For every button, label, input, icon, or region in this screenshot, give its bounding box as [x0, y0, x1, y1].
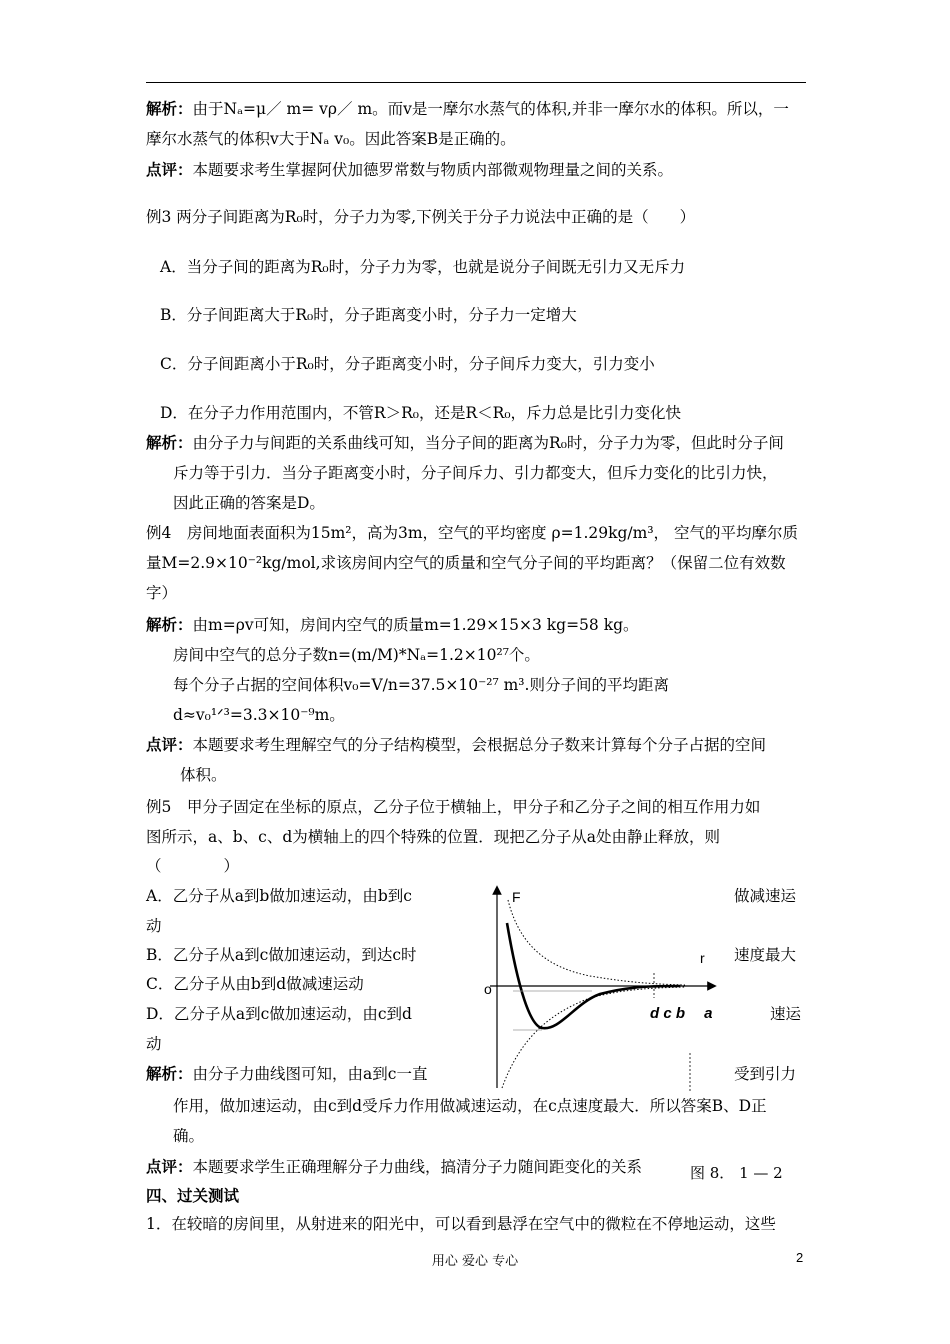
analysis-line: 确。 [173, 1127, 205, 1145]
example4-question: 字） [146, 584, 178, 602]
page-footer: 用心 爱心 专心 [431, 1254, 519, 1269]
example3-question: 例3 两分子间距离为R₀时，分子力为零,下例关于分子力说法中正确的是（ ） [146, 208, 696, 226]
option-c: C．乙分子从由b到d做减速运动 [146, 975, 364, 993]
option-d: D．乙分子从a到c做加速运动，由c到d [146, 1005, 412, 1023]
analysis-line: 摩尔水蒸气的体积v大于Nₐ v₀。因此答案B是正确的。 [146, 130, 516, 148]
analysis-line: 解析：由分子力曲线图可知，由a到c一直 [146, 1064, 428, 1083]
force-curve-figure [480, 878, 740, 1103]
example4-question: 量M=2.9×10⁻²kg/mol,求该房间内空气的质量和空气分子间的平均距离？（保留二位有效数 [146, 554, 786, 572]
option-a-cont: 做减速运 [734, 887, 797, 905]
force-curve-diagram [480, 878, 740, 1103]
option-b: B．分子间距离大于R₀时，分子距离变小时，分子力一定增大 [160, 306, 577, 324]
option-a: A．乙分子从a到b做加速运动，由b到c [146, 887, 412, 905]
option-b-cont: 速度最大 [734, 946, 797, 964]
header-rule [146, 82, 806, 83]
page-number: 2 [796, 1250, 804, 1265]
r-axis-label: r [700, 950, 705, 966]
comment-line: 点评：本题要求考生理解空气的分子结构模型，会根据总分子数来计算每个分子占据的空间 [146, 735, 767, 754]
comment-label: 点评： [146, 1157, 193, 1176]
analysis-line: d≈v₀¹ᐟ³=3.3×10⁻⁹m。 [173, 706, 345, 724]
example4-question: 例4 房间地面表面积为15m²，高为3m，空气的平均密度 ρ=1.29kg/m³， 空气的平均摩尔质 [146, 524, 798, 542]
example5-question: （ ） [146, 857, 240, 875]
section-heading: 四、过关测试 [146, 1186, 240, 1205]
f-axis-label: F [512, 889, 521, 905]
comment-label: 点评： [146, 160, 193, 179]
analysis-line: 每个分子占据的空间体积v₀=V/n=37.5×10⁻²⁷ m³.则分子间的平均距离 [173, 676, 669, 694]
analysis-line: 房间中空气的总分子数n=(m/M)*Nₐ=1.2×10²⁷个。 [173, 646, 540, 664]
comment-line: 点评：本题要求学生正确理解分子力曲线，搞清分子力随间距变化的关系 [146, 1157, 643, 1176]
option-d: D．在分子力作用范围内，不管R＞R₀，还是R＜R₀，斥力总是比引力变化快 [160, 404, 682, 422]
analysis-label: 解析： [146, 1064, 193, 1083]
analysis-line: 解析：由分子力与间距的关系曲线可知，当分子间的距离为R₀时，分子力为零，但此时分子间 [146, 433, 784, 452]
position-labels: d c b a [650, 1005, 713, 1022]
repulsion-curve [508, 900, 685, 985]
comment-line: 体积。 [180, 766, 227, 784]
option-d-cont: 动 [146, 1035, 162, 1053]
option-d-cont: 速运 [770, 1005, 802, 1023]
example5-question: 例5 甲分子固定在坐标的原点，乙分子位于横轴上，甲分子和乙分子之间的相互作用力如 [146, 798, 761, 816]
origin-label: o [484, 981, 492, 997]
test-question-1: 1．在较暗的房间里，从射进来的阳光中，可以看到悬浮在空气中的微粒在不停地运动，这些 [146, 1215, 776, 1233]
option-a: A．当分子间的距离为R₀时，分子力为零，也就是说分子间既无引力又无斥力 [160, 258, 686, 276]
comment-line: 点评：本题要求考生掌握阿伏加德罗常数与物质内部微观物理量之间的关系。 [146, 160, 674, 179]
analysis-line: 斥力等于引力．当分子距离变小时，分子间斥力、引力都变大，但斥力变化的比引力快， [173, 464, 778, 482]
analysis-line-cont: 受到引力 [734, 1065, 797, 1083]
option-a-cont: 动 [146, 917, 162, 935]
analysis-label: 解析： [146, 433, 193, 452]
analysis-label: 解析： [146, 99, 193, 118]
analysis-line: 作用，做加速运动，由c到d受斥力作用做减速运动，在c点速度最大．所以答案B、D正 [173, 1097, 767, 1115]
option-b: B．乙分子从a到c做加速运动，到达c时 [146, 946, 417, 964]
analysis-line: 解析：由m=ρv可知，房间内空气的质量m=1.29×15×3 kg=58 kg。 [146, 615, 639, 634]
analysis-line: 解析：由于Nₐ=μ／ m= vρ／ m。而v是一摩尔水蒸气的体积,并非一摩尔水的体积。所以，一 [146, 99, 789, 118]
attraction-curve [502, 987, 685, 1088]
example5-question: 图所示，a、b、c、d为横轴上的四个特殊的位置．现把乙分子从a处由静止释放，则 [146, 828, 721, 846]
comment-label: 点评： [146, 735, 193, 754]
analysis-line: 因此正确的答案是D。 [173, 494, 325, 512]
option-c: C．分子间距离小于R₀时，分子距离变小时，分子间斥力变大，引力变小 [160, 355, 655, 373]
figure-caption: 图 8． 1 — 2 [690, 1164, 783, 1182]
analysis-label: 解析： [146, 615, 193, 634]
